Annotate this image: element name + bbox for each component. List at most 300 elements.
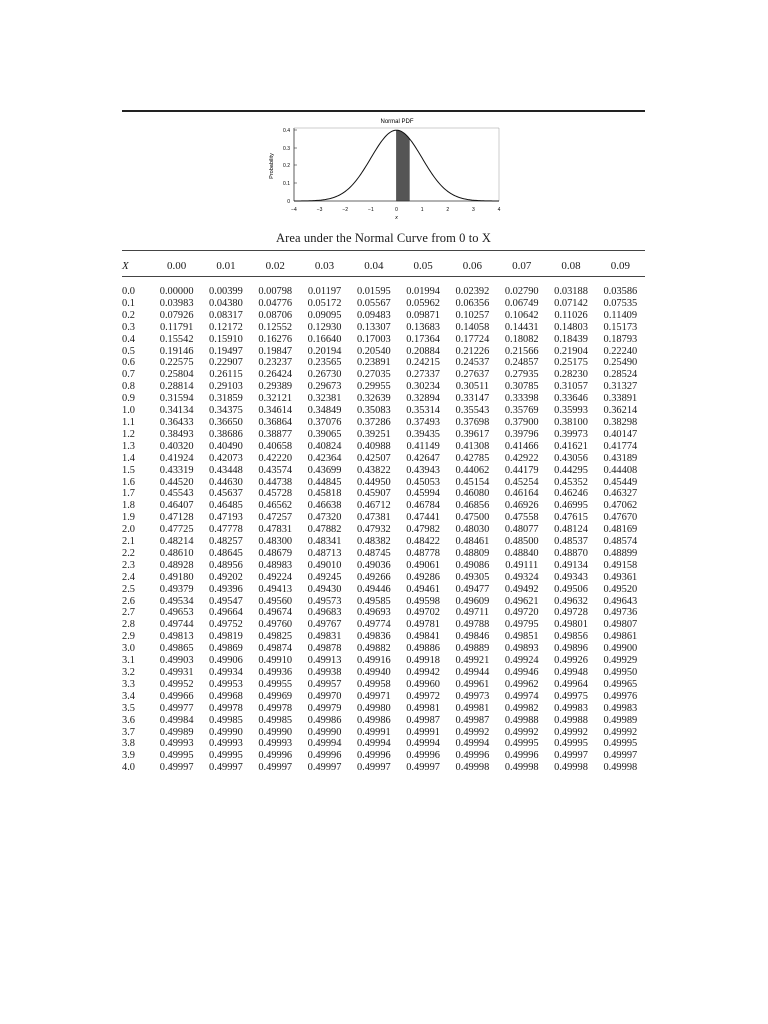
- table-cell: 0.29389: [258, 381, 293, 393]
- table-row: [122, 548, 645, 560]
- row-x-value: 2.2: [122, 547, 135, 559]
- table-row: [122, 277, 645, 298]
- table-cell: 0.49305: [455, 571, 490, 583]
- table-cell: 0.41621: [554, 440, 588, 452]
- table-row: [122, 584, 645, 596]
- table-cell: 0.49760: [258, 619, 293, 631]
- table-cell: 0.11409: [603, 309, 638, 321]
- table-cell: 0.29103: [209, 381, 243, 393]
- table-cell: 0.44062: [455, 464, 490, 476]
- row-x-value: 3.6: [122, 714, 135, 726]
- table-cell: 0.37900: [504, 416, 539, 428]
- table-cell: 0.30234: [406, 381, 441, 393]
- table-cell: 0.49938: [307, 667, 342, 678]
- table-cell: 0.03188: [554, 286, 588, 297]
- table-cell: 0.49997: [209, 762, 243, 774]
- row-x-value: 3.3: [122, 678, 135, 690]
- table-cell: 0.49996: [258, 750, 293, 762]
- ytick-label-04: 0.4: [283, 128, 290, 134]
- table-cell: 0.49609: [455, 595, 490, 607]
- table-cell: 0.49966: [159, 690, 194, 702]
- table-row: [122, 369, 645, 381]
- table-cell: 0.44408: [603, 464, 638, 476]
- table-cell: 0.49997: [554, 750, 588, 762]
- table-cell: 0.49965: [603, 678, 638, 690]
- row-x-value: 0.6: [122, 357, 135, 369]
- table-cell: 0.49981: [455, 702, 490, 714]
- row-x-value: 1.8: [122, 500, 135, 512]
- table-cell: 0.49983: [554, 702, 588, 714]
- table-cell: 0.34134: [159, 405, 194, 417]
- table-cell: 0.49795: [504, 619, 539, 631]
- row-x-value: 2.8: [122, 619, 135, 631]
- shaded-area: [397, 130, 410, 201]
- table-cell: 0.49989: [603, 714, 638, 726]
- table-cell: 0.10257: [455, 309, 490, 321]
- table-cell: 0.49896: [554, 643, 588, 655]
- table-cell: 0.49979: [307, 702, 342, 714]
- table-cell: 0.49913: [307, 655, 342, 667]
- table-cell: 0.07535: [603, 297, 638, 309]
- table-cell: 0.49981: [406, 702, 441, 714]
- table-cell: 0.16276: [258, 333, 293, 345]
- table-cell: 0.46926: [504, 500, 539, 512]
- table-cell: 0.17364: [406, 333, 441, 345]
- table-cell: 0.27935: [504, 369, 539, 381]
- table-cell: 0.46080: [455, 488, 490, 500]
- table-cell: 0.45907: [356, 488, 391, 500]
- table-cell: 0.46327: [603, 488, 638, 500]
- table-cell: 0.35083: [356, 405, 391, 417]
- table-cell: 0.06749: [504, 297, 539, 309]
- table-cell: 0.40490: [209, 440, 243, 452]
- table-cell: 0.08706: [258, 309, 293, 321]
- table-cell: 0.41466: [504, 440, 539, 452]
- table-cell: 0.40988: [356, 440, 391, 452]
- plot-title: Normal PDF: [380, 119, 414, 125]
- table-cell: 0.49972: [406, 690, 441, 702]
- table-cell: 0.49598: [406, 595, 441, 607]
- table-cell: 0.25490: [603, 357, 638, 369]
- table-cell: 0.26730: [307, 369, 342, 381]
- caption-rule: [122, 250, 645, 251]
- table-cell: 0.39973: [554, 428, 588, 440]
- table-cell: 0.37286: [356, 416, 391, 428]
- row-x-value: 2.9: [122, 631, 135, 643]
- table-cell: 0.15910: [209, 333, 243, 345]
- table-cell: 0.49958: [356, 678, 391, 690]
- table-cell: 0.49361: [603, 571, 638, 583]
- table-cell: 0.49988: [504, 714, 539, 726]
- table-cell: 0.46562: [258, 500, 293, 512]
- table-cell: 0.42073: [209, 452, 243, 464]
- table-cell: 0.49987: [406, 714, 441, 726]
- table-row: [122, 596, 645, 608]
- table-cell: 0.49286: [406, 571, 441, 583]
- table-cell: 0.49957: [307, 678, 342, 690]
- table-row: [122, 679, 645, 691]
- table-cell: 0.32381: [307, 393, 342, 405]
- table-row: [122, 536, 645, 548]
- table-cell: 0.49993: [159, 738, 194, 750]
- table-cell: 0.31594: [159, 393, 194, 405]
- row-x-value: 2.0: [122, 524, 135, 536]
- table-cell: 0.41774: [603, 440, 638, 452]
- table-cell: 0.24215: [406, 357, 441, 369]
- table-cell: 0.47381: [356, 512, 391, 524]
- table-cell: 0.43056: [554, 452, 588, 464]
- table-cell: 0.49961: [455, 678, 490, 690]
- table-cell: 0.49010: [307, 559, 342, 571]
- table-cell: 0.49683: [307, 607, 342, 619]
- table-cell: 0.49910: [258, 655, 293, 667]
- table-cell: 0.08317: [209, 309, 243, 321]
- table-cell: 0.06356: [455, 297, 490, 309]
- table-cell: 0.25175: [554, 357, 588, 369]
- table-cell: 0.45543: [159, 488, 194, 500]
- table-cell: 0.49396: [209, 583, 243, 595]
- table-cell: 0.40320: [159, 440, 194, 452]
- table-cell: 0.48574: [603, 536, 638, 548]
- table-cell: 0.49664: [209, 607, 243, 619]
- table-cell: 0.49903: [159, 655, 194, 667]
- table-cell: 0.37493: [406, 416, 441, 428]
- table-cell: 0.49992: [554, 726, 588, 738]
- table-cell: 0.48745: [356, 547, 391, 559]
- table-cell: 0.38877: [258, 428, 293, 440]
- table-row: [122, 619, 645, 631]
- table-cell: 0.16640: [307, 333, 342, 345]
- row-x-value: 2.4: [122, 571, 135, 583]
- table-cell: 0.15173: [603, 321, 638, 333]
- table-cell: 0.43822: [356, 464, 391, 476]
- table-cell: 0.49950: [603, 667, 638, 678]
- table-cell: 0.49997: [356, 762, 391, 774]
- table-cell: 0.49990: [307, 726, 342, 738]
- table-cell: 0.49819: [209, 631, 243, 643]
- table-cell: 0.49752: [209, 619, 243, 631]
- column-header: 0.09: [610, 260, 630, 272]
- table-cell: 0.37076: [307, 416, 342, 428]
- table-cell: 0.01994: [406, 286, 441, 297]
- table-row: [122, 524, 645, 536]
- table-cell: 0.49996: [406, 750, 441, 762]
- table-cell: 0.48461: [455, 536, 490, 548]
- table-cell: 0.49977: [159, 702, 194, 714]
- table-cell: 0.49886: [406, 643, 441, 655]
- table-cell: 0.46856: [455, 500, 490, 512]
- table-row: [122, 429, 645, 441]
- table-cell: 0.13683: [406, 321, 441, 333]
- table-cell: 0.36650: [209, 416, 243, 428]
- table-cell: 0.36433: [159, 416, 194, 428]
- table-cell: 0.49995: [554, 738, 588, 750]
- table-cell: 0.28814: [159, 381, 194, 393]
- table-cell: 0.49632: [554, 595, 588, 607]
- table-cell: 0.49916: [356, 655, 391, 667]
- table-cell: 0.47778: [209, 524, 243, 536]
- table-cell: 0.46485: [209, 500, 243, 512]
- table-cell: 0.27637: [455, 369, 490, 381]
- table-cell: 0.14058: [455, 321, 490, 333]
- table-cell: 0.36214: [603, 405, 638, 417]
- table-cell: 0.49987: [455, 714, 490, 726]
- table-cell: 0.11791: [159, 321, 194, 333]
- table-cell: 0.24857: [504, 357, 539, 369]
- table-cell: 0.33646: [554, 393, 588, 405]
- table-cell: 0.00000: [159, 286, 194, 297]
- table-cell: 0.43943: [406, 464, 441, 476]
- table-cell: 0.49492: [504, 583, 539, 595]
- table-cell: 0.49158: [603, 559, 638, 571]
- table-row: [122, 667, 645, 679]
- table-cell: 0.49994: [356, 738, 391, 750]
- table-cell: 0.18439: [554, 333, 588, 345]
- table-cell: 0.15542: [159, 333, 194, 345]
- table-cell: 0.35993: [554, 405, 588, 417]
- table-cell: 0.49851: [504, 631, 539, 643]
- table-cell: 0.01595: [356, 286, 391, 297]
- table-cell: 0.49998: [603, 762, 638, 774]
- table-row: [122, 381, 645, 393]
- top-rule: [122, 110, 645, 112]
- table-cell: 0.44630: [209, 476, 243, 488]
- table-cell: 0.41149: [406, 440, 440, 452]
- table-cell: 0.49861: [603, 631, 638, 643]
- table-cell: 0.49788: [455, 619, 490, 631]
- table-cell: 0.40147: [603, 428, 638, 440]
- table-cell: 0.22575: [159, 357, 194, 369]
- row-x-value: 1.0: [122, 405, 135, 417]
- table-row: [122, 703, 645, 715]
- table-cell: 0.47831: [258, 524, 293, 536]
- table-cell: 0.38686: [209, 428, 243, 440]
- table-cell: 0.48679: [258, 547, 293, 559]
- table-row: [122, 750, 645, 762]
- table-cell: 0.28230: [554, 369, 588, 381]
- table-cell: 0.49993: [209, 738, 243, 750]
- table-cell: 0.48713: [307, 547, 342, 559]
- table-row: [122, 465, 645, 477]
- table-row: [122, 691, 645, 703]
- table-cell: 0.42922: [504, 452, 539, 464]
- table-cell: 0.49995: [159, 750, 194, 762]
- table-cell: 0.46246: [554, 488, 588, 500]
- table-cell: 0.49970: [307, 690, 342, 702]
- table-cell: 0.49520: [603, 583, 638, 595]
- table-cell: 0.49936: [258, 667, 293, 678]
- table-cell: 0.49997: [258, 762, 293, 774]
- table-cell: 0.49974: [504, 690, 539, 702]
- normal-pdf-plot: [262, 114, 512, 226]
- table-cell: 0.43319: [159, 464, 194, 476]
- table-cell: 0.49653: [159, 607, 194, 619]
- table-cell: 0.29673: [307, 381, 342, 393]
- row-x-value: 0.2: [122, 309, 135, 321]
- table-cell: 0.39435: [406, 428, 441, 440]
- table-cell: 0.49997: [406, 762, 441, 774]
- table-cell: 0.46995: [554, 500, 588, 512]
- table-cell: 0.49942: [406, 667, 441, 678]
- table-cell: 0.14803: [554, 321, 588, 333]
- table-cell: 0.49976: [603, 690, 638, 702]
- table-cell: 0.44295: [554, 464, 588, 476]
- table-row: [122, 334, 645, 346]
- table-cell: 0.48382: [356, 536, 391, 548]
- table-cell: 0.44520: [159, 476, 194, 488]
- table-cell: 0.12172: [209, 321, 243, 333]
- row-x-value: 0.4: [122, 333, 135, 345]
- row-x-value: 0.5: [122, 345, 135, 357]
- table-cell: 0.49728: [554, 607, 588, 619]
- table-cell: 0.43189: [603, 452, 638, 464]
- table-cell: 0.49948: [554, 667, 588, 678]
- table-cell: 0.47257: [258, 512, 293, 524]
- table-cell: 0.49962: [504, 678, 539, 690]
- table-cell: 0.49996: [455, 750, 490, 762]
- table-cell: 0.07926: [159, 309, 194, 321]
- table-cell: 0.01197: [307, 286, 342, 297]
- table-cell: 0.40824: [307, 440, 342, 452]
- table-cell: 0.48537: [554, 536, 588, 548]
- table-cell: 0.00399: [209, 286, 243, 297]
- table-cell: 0.49711: [455, 607, 490, 619]
- table-cell: 0.47982: [406, 524, 441, 536]
- table-cell: 0.45254: [504, 476, 539, 488]
- table-cell: 0.23565: [307, 357, 342, 369]
- table-row: [122, 643, 645, 655]
- table-cell: 0.49991: [356, 726, 391, 738]
- table-cell: 0.49674: [258, 607, 293, 619]
- table-cell: 0.48500: [504, 536, 539, 548]
- table-cell: 0.49985: [258, 714, 293, 726]
- row-x-value: 1.2: [122, 428, 135, 440]
- table-cell: 0.49994: [455, 738, 490, 750]
- table-row: [122, 572, 645, 584]
- table-cell: 0.49982: [504, 702, 539, 714]
- table-cell: 0.19497: [209, 345, 243, 357]
- row-x-value: 3.2: [122, 667, 135, 678]
- table-cell: 0.46407: [159, 500, 194, 512]
- table-cell: 0.39617: [455, 428, 490, 440]
- table-cell: 0.47128: [159, 512, 194, 524]
- table-cell: 0.49461: [406, 583, 441, 595]
- row-x-value: 3.1: [122, 655, 135, 667]
- table-cell: 0.17003: [356, 333, 391, 345]
- table-cell: 0.42507: [356, 452, 391, 464]
- xticks: [291, 207, 500, 213]
- table-cell: 0.42220: [258, 452, 293, 464]
- table-cell: 0.49036: [356, 559, 391, 571]
- row-x-value: 3.9: [122, 750, 135, 762]
- table-cell: 0.49992: [504, 726, 539, 738]
- table-cell: 0.48645: [209, 547, 243, 559]
- row-x-value: 0.8: [122, 381, 135, 393]
- table-cell: 0.49989: [159, 726, 194, 738]
- table-cell: 0.02790: [504, 286, 539, 297]
- table-cell: 0.49929: [603, 655, 638, 667]
- table-row: [122, 655, 645, 667]
- table-cell: 0.49245: [307, 571, 342, 583]
- table-cell: 0.49992: [455, 726, 490, 738]
- table-cell: 0.49968: [209, 690, 243, 702]
- table-cell: 0.47062: [603, 500, 638, 512]
- table-cell: 0.49940: [356, 667, 391, 678]
- table-row: [122, 417, 645, 429]
- table-row: [122, 631, 645, 643]
- table-cell: 0.49560: [258, 595, 293, 607]
- table-cell: 0.42785: [455, 452, 490, 464]
- table-cell: 0.17724: [455, 333, 490, 345]
- table-cell: 0.48983: [258, 559, 293, 571]
- table-cell: 0.44179: [504, 464, 539, 476]
- table-cell: 0.19146: [159, 345, 194, 357]
- table-cell: 0.12552: [258, 321, 293, 333]
- table-cell: 0.44845: [307, 476, 342, 488]
- table-cell: 0.31327: [603, 381, 638, 393]
- table-cell: 0.47193: [209, 512, 243, 524]
- table-cell: 0.49934: [209, 667, 243, 678]
- table-cell: 0.48124: [554, 524, 588, 536]
- xtick-label: −4: [291, 207, 297, 213]
- table-cell: 0.49918: [406, 655, 441, 667]
- ytick-label-02: 0.2: [283, 163, 290, 169]
- ytick-label-03: 0.3: [283, 146, 290, 152]
- table-cell: 0.03586: [603, 286, 638, 297]
- plot-xlabel: x: [395, 215, 398, 221]
- table-cell: 0.47615: [554, 512, 588, 524]
- table-cell: 0.33891: [603, 393, 638, 405]
- table-cell: 0.30511: [455, 381, 490, 393]
- table-cell: 0.48956: [209, 559, 243, 571]
- table-cell: 0.49978: [209, 702, 243, 714]
- table-cell: 0.49846: [455, 631, 490, 643]
- table-cell: 0.47932: [356, 524, 391, 536]
- column-header: 0.06: [462, 260, 483, 272]
- table-cell: 0.23891: [356, 357, 391, 369]
- column-header-x: X: [122, 260, 129, 272]
- table-cell: 0.47500: [455, 512, 490, 524]
- normal-table: [122, 256, 645, 774]
- table-cell: 0.33398: [504, 393, 539, 405]
- table-cell: 0.49379: [159, 583, 194, 595]
- table-cell: 0.43448: [209, 464, 243, 476]
- table-cell: 0.18793: [603, 333, 638, 345]
- table-cell: 0.49882: [356, 643, 391, 655]
- xtick-label: 0: [395, 207, 398, 213]
- column-header: 0.03: [314, 260, 335, 272]
- table-cell: 0.49998: [455, 762, 490, 774]
- table-cell: 0.13307: [356, 321, 391, 333]
- table-row: [122, 715, 645, 727]
- table-cell: 0.49900: [603, 643, 638, 655]
- table-cell: 0.49986: [356, 714, 391, 726]
- table-cell: 0.49906: [209, 655, 243, 667]
- table-cell: 0.49990: [258, 726, 293, 738]
- table-cell: 0.47882: [307, 524, 342, 536]
- table-cell: 0.18082: [504, 333, 539, 345]
- table-cell: 0.47441: [406, 512, 441, 524]
- column-header: 0.02: [265, 260, 285, 272]
- table-cell: 0.49969: [258, 690, 293, 702]
- table-cell: 0.49573: [307, 595, 342, 607]
- table-cell: 0.34375: [209, 405, 243, 417]
- table-row: [122, 512, 645, 524]
- table-cell: 0.49964: [554, 678, 588, 690]
- table-cell: 0.42364: [307, 452, 342, 464]
- table-cell: 0.49856: [554, 631, 588, 643]
- table-cell: 0.39251: [356, 428, 391, 440]
